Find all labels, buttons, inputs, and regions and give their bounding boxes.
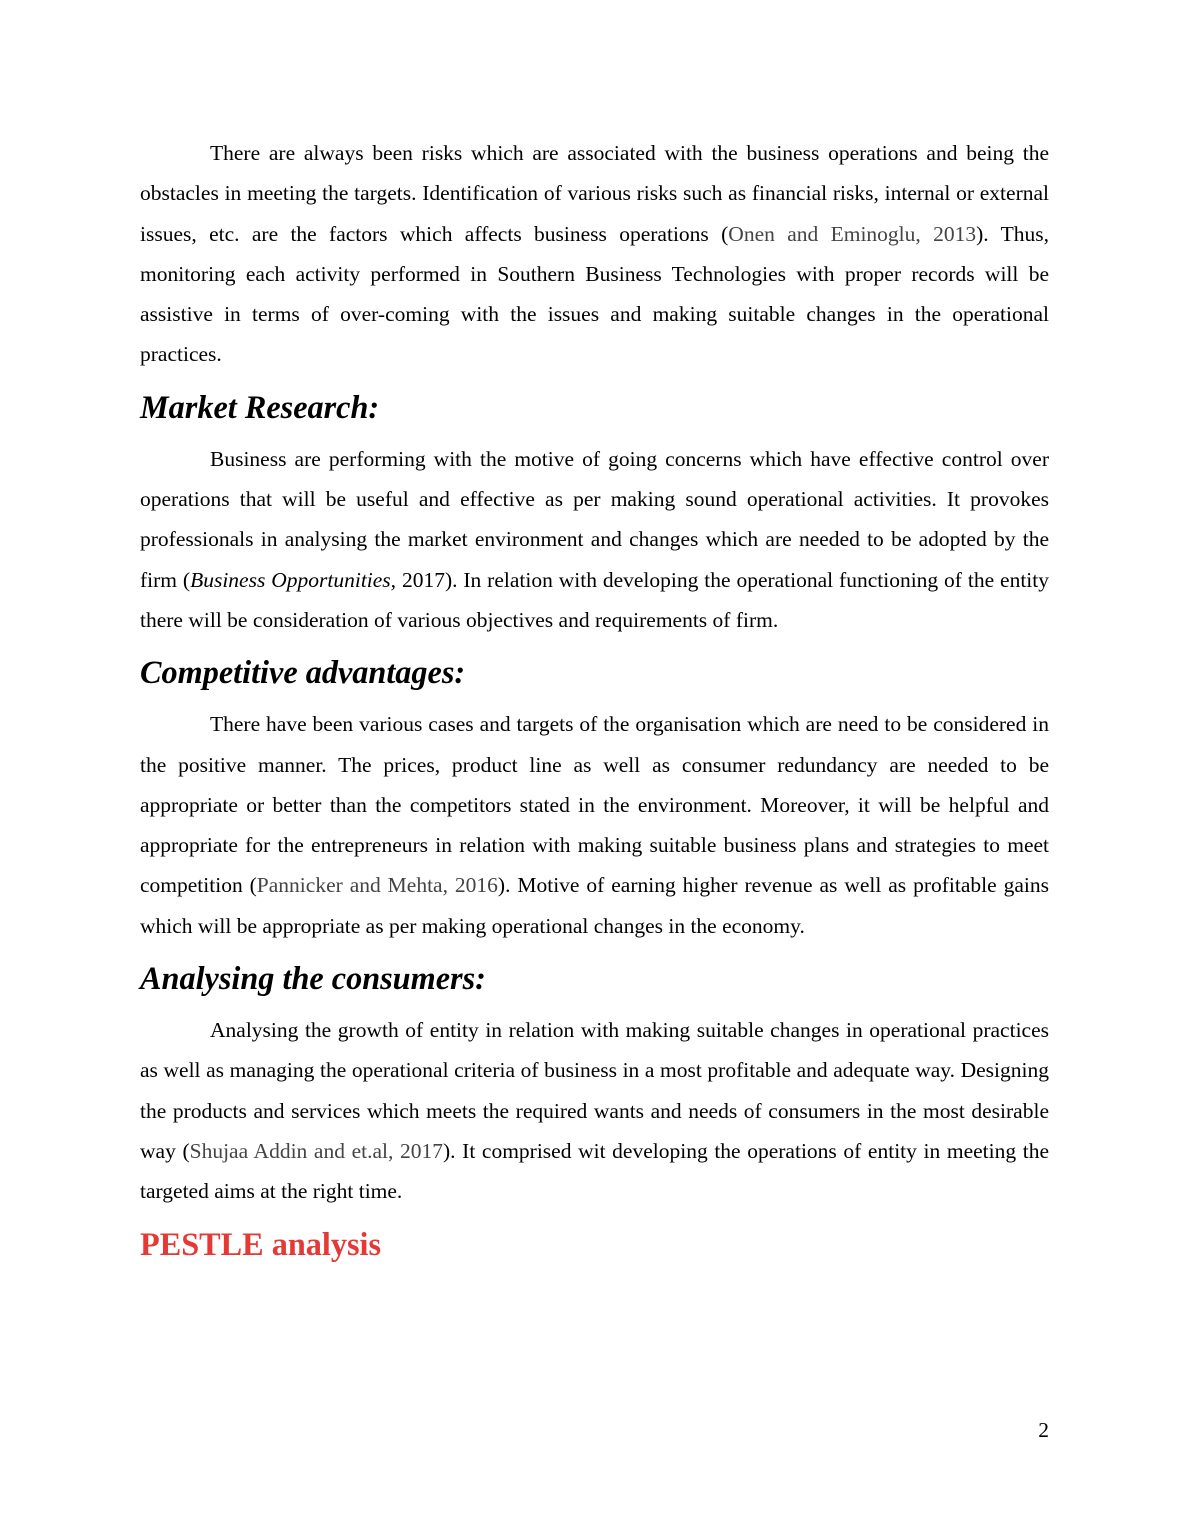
market-research-text-start: Business are performing with the motive of going concerns which have effective control over operations that will be useful and effective as per making sound operational activities. It provokes professionals in analysing the market environment and changes which are needed to be adopted by the firm ( — [140, 446, 1049, 592]
analysing-consumers-text-start: Analysing the growth of entity in relation with making suitable changes in operational practices as well as managing the operational criteria of business in a most profitable and adequate way. Designing the products and services which meets the required wants and needs of consumers in the most desirable way ( — [140, 1018, 1049, 1163]
market-research-citation: Business Opportunities, — [190, 567, 397, 592]
intro-citation: Onen and Eminoglu, 2013 — [728, 221, 977, 246]
market-research-heading: Market Research: — [140, 388, 380, 425]
analysing-consumers-heading: Analysing the consumers: — [140, 960, 486, 997]
competitive-advantages-heading: Competitive advantages: — [140, 654, 466, 691]
competitive-advantages-paragraph — [140, 704, 1049, 946]
pestle-analysis-heading: PESTLE analysis — [140, 1225, 382, 1262]
analysing-consumers-paragraph — [140, 1010, 1049, 1211]
competitive-advantages-citation: Pannicker and Mehta, 2016 — [256, 873, 498, 898]
market-research-text-end: 2017). In relation with developing the operational functioning of the entity there will be consideration of various objectives and requirements of firm. — [140, 567, 1049, 632]
intro-text-start: There are always been risks which are associated with the business operations and being the obstacles in meeting the targets. Identification of various risks such as financial risks, internal or external issues, etc. are the factors which affects business operations ( — [140, 141, 1049, 246]
analysing-consumers-text-end: ). It comprised wit developing the operations of entity in meeting the targeted aims at the right time. — [140, 1138, 1049, 1204]
intro-text-end: ). Thus, monitoring each activity performed in Southern Business Technologies with proper records will be assistive in terms of over-coming with the issues and making suitable changes in the operational practices. — [140, 221, 1049, 367]
competitive-advantages-text-start: There have been various cases and targets of the organisation which are need to be considered in the positive manner. The prices, product line as well as consumer redundancy are needed to be appropriate or better than the competitors stated in the environment. Moreover, it will be helpful and appropriate for the entrepreneurs in relation with making suitable business plans and strategies to meet competition ( — [140, 712, 1049, 898]
analysing-consumers-citation: Shujaa Addin and et.al, 2017 — [189, 1138, 443, 1163]
intro-paragraph — [140, 133, 1049, 375]
page-number: 2 — [1038, 1418, 1049, 1442]
competitive-advantages-text-end: ). Motive of earning higher revenue as well as profitable gains which will be appropriate as per making operational changes in the economy. — [140, 873, 1049, 938]
market-research-paragraph — [140, 439, 1049, 640]
